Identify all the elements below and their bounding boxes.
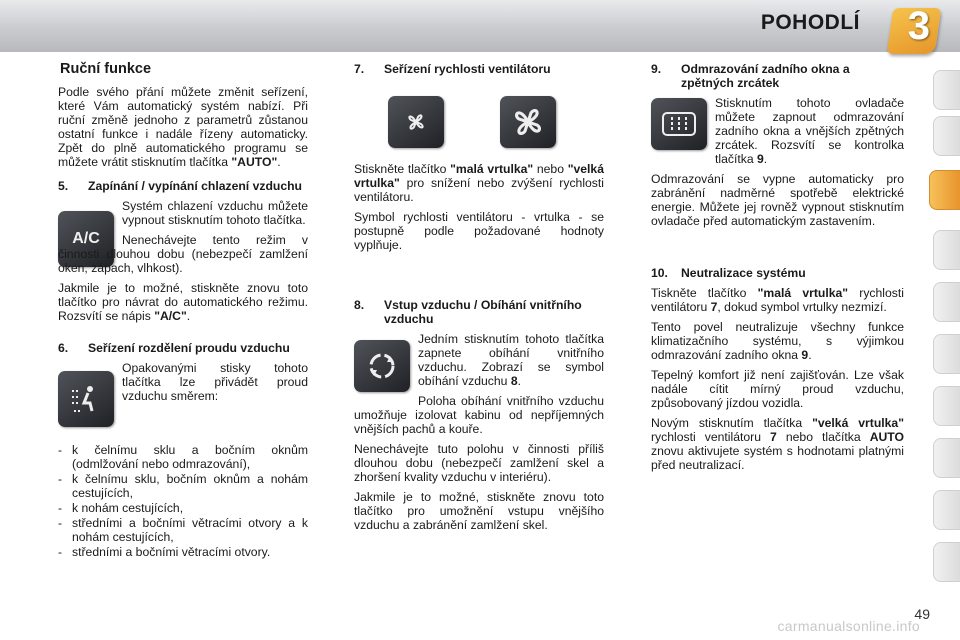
page-title: POHODLÍ <box>760 11 860 34</box>
side-tab[interactable] <box>933 542 960 582</box>
fan-buttons <box>388 96 604 148</box>
list-item: - k čelnímu sklu, bočním oknům a nohám cestujících, <box>58 472 308 500</box>
section-title-manual: Ruční funkce <box>60 61 152 77</box>
ac-button-icon: A/C <box>58 211 114 267</box>
section-5-text: Nenechávejte tento režim v činnosti dlouhou dobu (nebezpečí zamlžení oken, zápach, vlhkost). <box>58 233 308 275</box>
chapter-number: 3 <box>907 4 930 48</box>
rear-defrost-icon <box>651 98 707 150</box>
side-tab[interactable] <box>933 438 960 478</box>
airflow-list <box>58 443 308 559</box>
list-item: - středními a bočními větracími otvory a k nohám cestujících, <box>58 516 308 544</box>
section-5-heading: 5. Zapínání / vypínání chlazení vzduchu <box>58 179 302 193</box>
side-tab[interactable] <box>933 282 960 322</box>
small-fan-icon <box>388 96 444 148</box>
section-7-text: Stiskněte tlačítko "malá vrtulka" nebo "velká vrtulka" pro snížení nebo zvýšení rychlosti ventilátoru. <box>354 162 604 204</box>
air-recirculation-icon <box>354 340 410 392</box>
section-6-text: Opakovanými stisky tohoto tlačítka lze přivádět proud vzduchu směrem: <box>122 361 308 403</box>
side-tab-active[interactable] <box>929 170 960 210</box>
section-7-text: Symbol rychlosti ventilátoru - vrtulka - se postupně podle požadované hodnoty vyplňuje. <box>354 210 604 252</box>
section-5-text: Systém chlazení vzduchu můžete vypnout stisknutím tohoto tlačítka. <box>122 199 308 227</box>
section-10-text: Tento povel neutralizuje všechny funkce klimatizačního systému, s výjimkou odmrazování zadního okna 9. <box>651 320 904 362</box>
air-distribution-icon <box>58 371 114 427</box>
list-item: - k čelnímu sklu a bočním oknům (odmlžování nebo odmrazování), <box>58 443 308 471</box>
watermark: carmanualsonline.info <box>777 618 920 634</box>
section-9-body <box>651 96 904 172</box>
section-6-body <box>58 355 308 427</box>
section-5-text: Jakmile je to možné, stiskněte znovu toto tlačítko pro návrat do automatického režimu. Rozsvítí se nápis "A/C". <box>58 281 308 323</box>
section-8-text: Nenechávejte tuto polohu v činnosti příliš dlouhou dobu (nebezpečí zamlžení skel a zhoršení kvality vzduchu v interiéru). <box>354 442 604 484</box>
side-tabs <box>930 70 960 590</box>
section-8-body <box>354 332 604 442</box>
section-7-heading: 7. Seřízení rychlosti ventilátoru <box>354 62 551 76</box>
section-5-body <box>58 199 308 281</box>
side-tab[interactable] <box>933 386 960 426</box>
side-tab[interactable] <box>933 490 960 530</box>
section-8-text: Jedním stisknutím tohoto tlačítka zapnete obíhání vnitřního vzduchu. Zobrazí se symbol obíhání vzduchu 8. <box>418 332 604 388</box>
section-8-heading: 8. Vstup vzduchu / Obíhání vnitřního vzduchu <box>354 298 582 326</box>
side-tab[interactable] <box>933 116 960 156</box>
section-10-heading: 10. Neutralizace systému <box>651 266 806 280</box>
list-item: - středními a bočními větracími otvory. <box>58 545 271 559</box>
side-tab[interactable] <box>933 230 960 270</box>
section-8-text: Poloha obíhání vnitřního vzduchu umožňuje izolovat kabinu od nepříjemných vnějších pachů a kouře. <box>354 394 604 436</box>
side-tab[interactable] <box>933 70 960 110</box>
section-8-text: Jakmile je to možné, stiskněte znovu toto tlačítko pro umožnění vstupu vnějšího vzduchu a zabránění zamlžení skel. <box>354 490 604 532</box>
page-number: 49 <box>914 606 930 622</box>
list-item: - k nohám cestujících, <box>58 501 184 515</box>
column-2 <box>354 62 604 538</box>
section-10-text: Tiskněte tlačítko "malá vrtulka" rychlosti ventilátoru 7, dokud symbol vrtulky nezmizí. <box>651 286 904 314</box>
column-3 <box>651 62 904 478</box>
section-10-text: Novým stisknutím tlačítka "velká vrtulka" rychlosti ventilátoru 7 nebo tlačítka AUTO znovu aktivujete systém s hodnotami platnými před neutralizací. <box>651 416 904 472</box>
section-6-heading: 6. Seřízení rozdělení proudu vzduchu <box>58 341 290 355</box>
section-9-heading: 9. Odmrazování zadního okna a zpětných zrcátek <box>651 62 850 90</box>
section-10-text: Tepelný komfort již není zajišťován. Lze však nadále cítit mírný proud vzduchu, způsobovaný jízdou vozidla. <box>651 368 904 410</box>
large-fan-icon <box>500 96 556 148</box>
side-tab[interactable] <box>933 334 960 374</box>
column-1 <box>58 62 308 560</box>
section-9-text: Odmrazování se vypne automaticky pro zabránění nadměrné spotřebě elektrické energie. Můžete jej rovněž vypnout stisknutím ovladače před automatickým zastavením. <box>651 172 904 228</box>
intro-paragraph: Podle svého přání můžete změnit seřízení, které Vám automatický systém nabízí. Při ruční změně jednoho z parametrů zůstanou ostatní funkce i nadále řízeny automaticky. Zpět do plně automatického programu se můžete vrátit stisknutím tlačítka "AUTO". <box>58 85 308 169</box>
section-9-text: Stisknutím tohoto ovladače můžete zapnout odmrazování zadního okna a vnějších zpětných zrcátek. Rozsvítí se kontrolka tlačítka 9. <box>715 96 904 166</box>
